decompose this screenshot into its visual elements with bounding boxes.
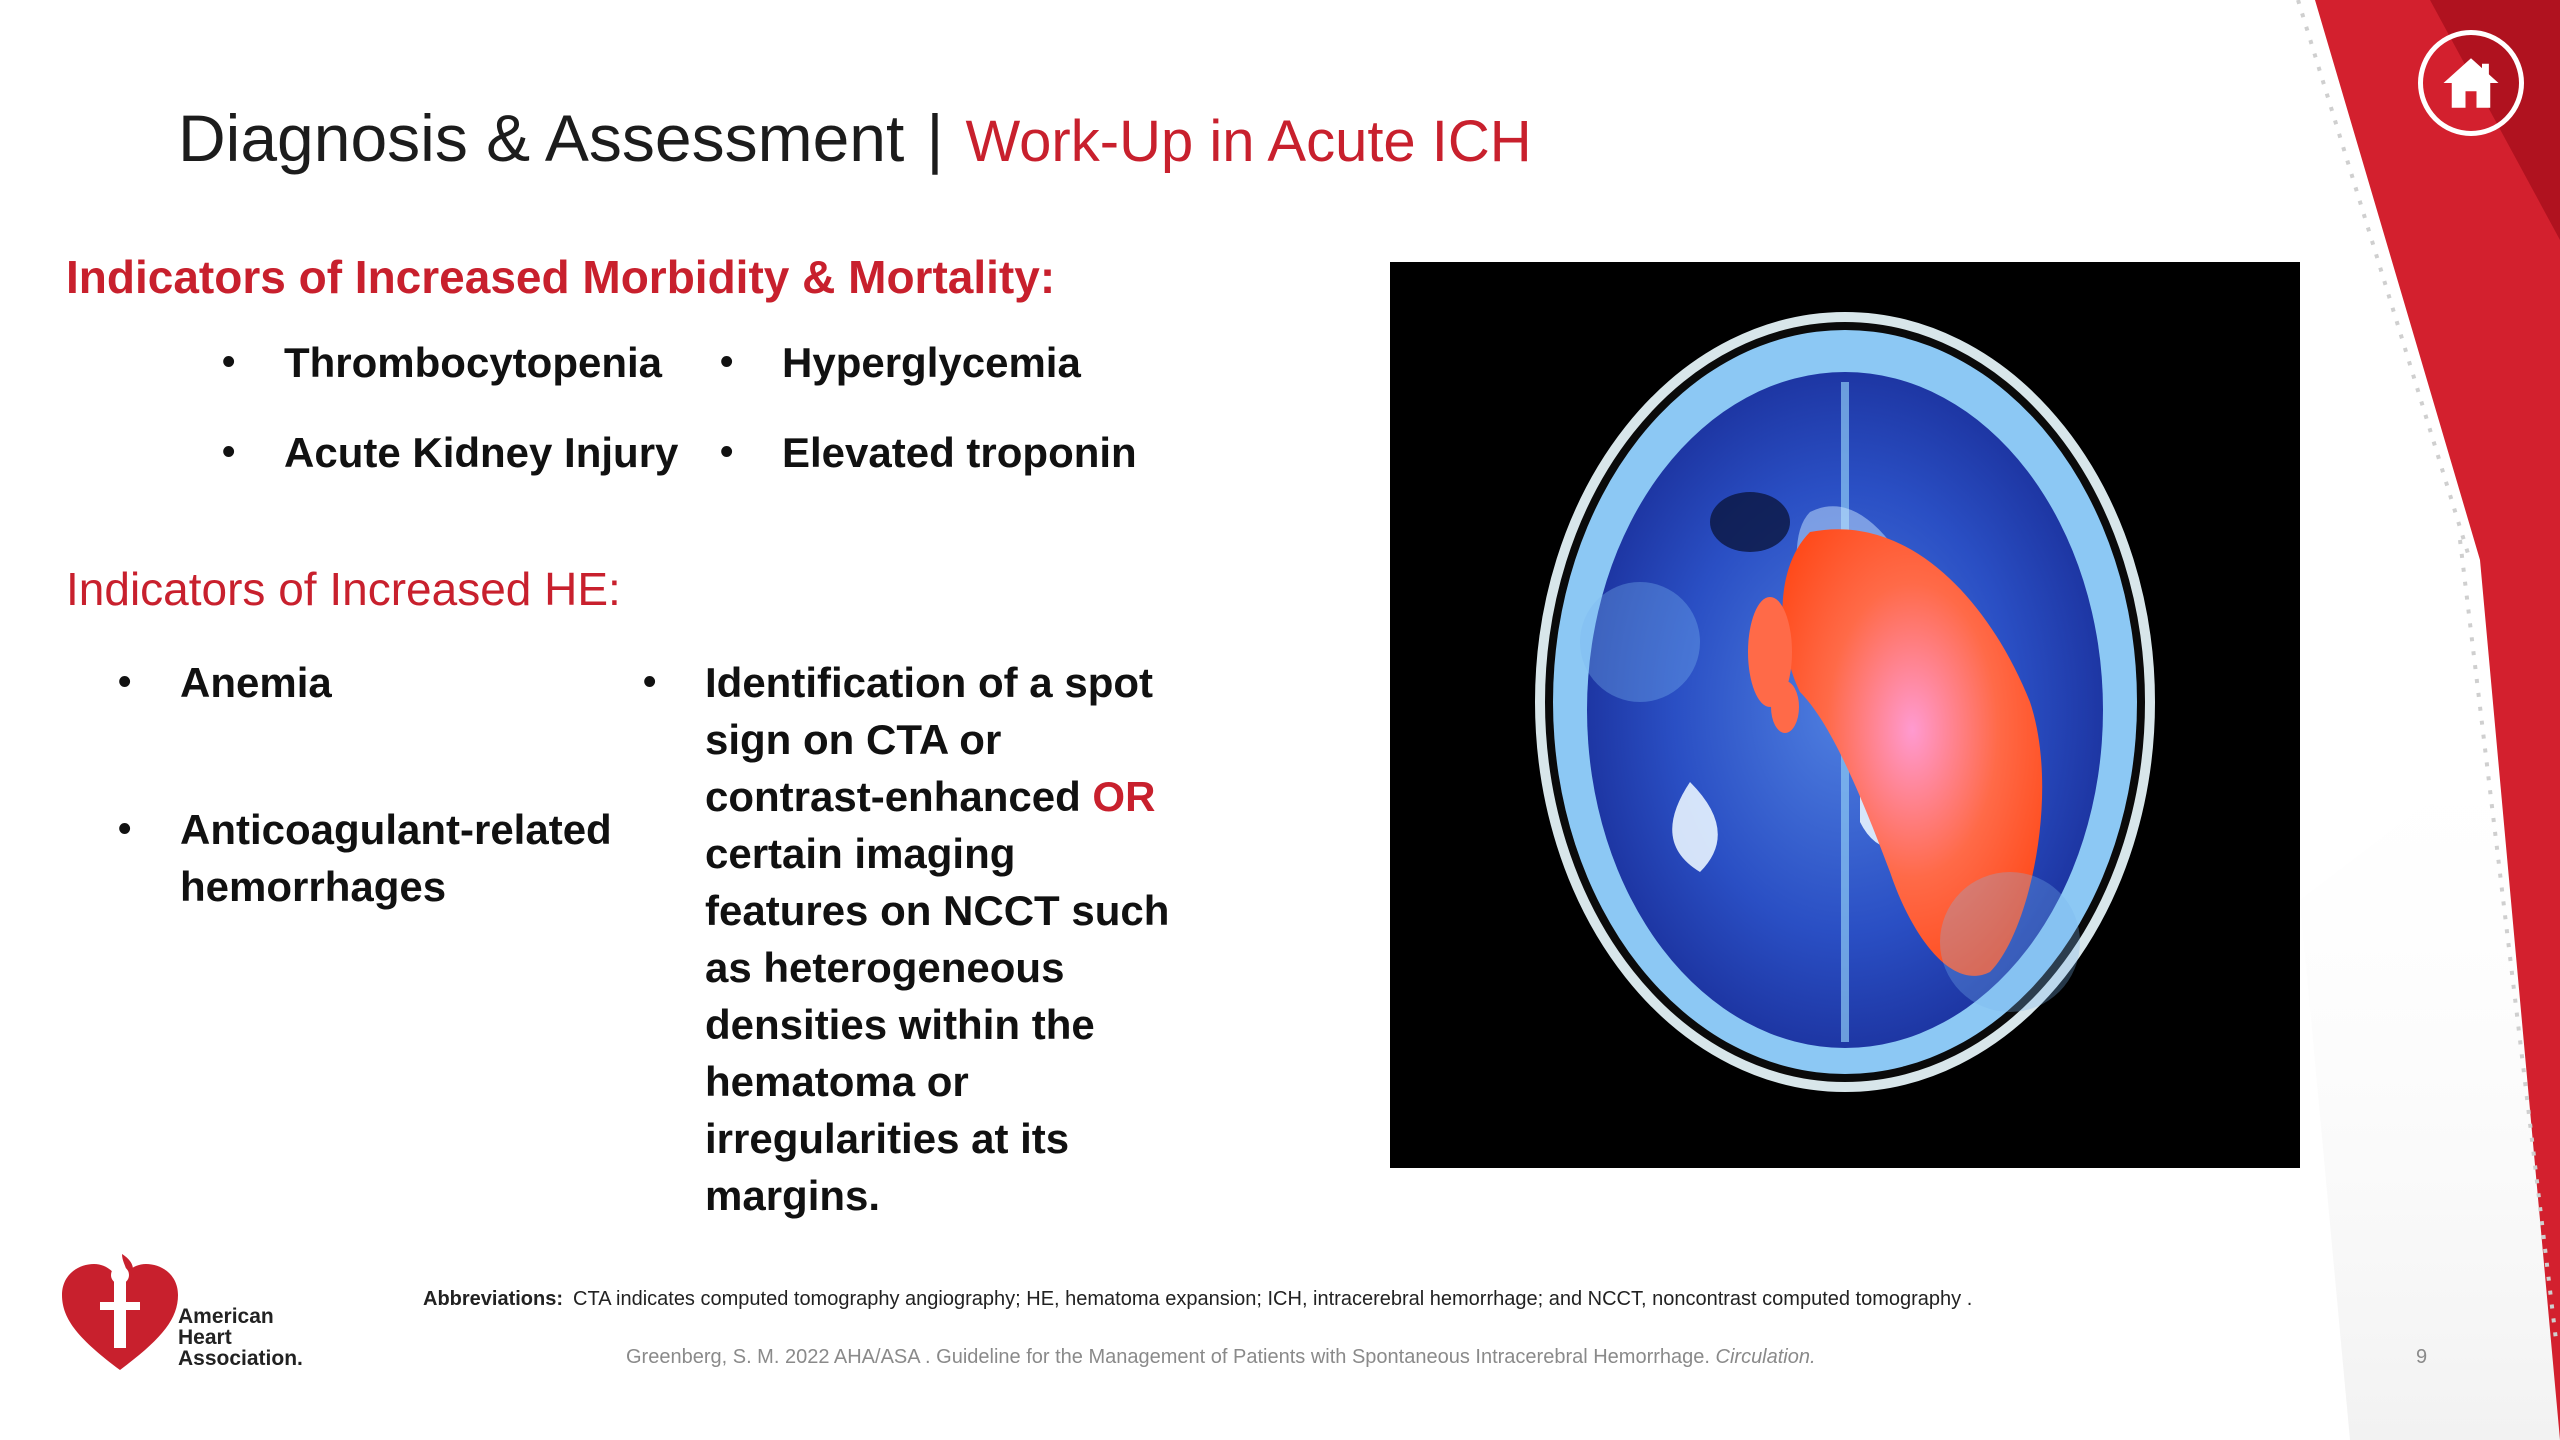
list-item	[118, 801, 650, 915]
bullet-icon: •	[118, 808, 132, 850]
logo-line3: Association.	[178, 1347, 303, 1370]
home-button[interactable]	[2418, 30, 2524, 136]
bullet-icon: •	[643, 661, 657, 703]
spot-sign-text-a: Identification of a spot sign on CTA or contrast-enhanced	[705, 659, 1153, 820]
spot-sign-text-b: certain imaging features on NCCT such as heterogeneous densities within the hematoma or irregularities at its margins.	[705, 830, 1170, 1219]
bullet-icon: •	[118, 661, 132, 703]
list-item	[222, 334, 663, 391]
list-item-label: Elevated troponin	[782, 429, 1137, 476]
bullet-icon: •	[720, 341, 734, 383]
list-item	[643, 654, 1175, 1224]
page-number: 9	[2416, 1346, 2428, 1368]
list-item-label: Acute Kidney Injury	[284, 429, 679, 476]
list-item	[118, 654, 332, 711]
logo-line2: Heart	[178, 1326, 232, 1349]
citation	[626, 1346, 1816, 1369]
ct-brain-image	[1390, 262, 2300, 1168]
title-subtitle: Work-Up in Acute ICH	[965, 109, 1532, 174]
citation-text: Greenberg, S. M. 2022 AHA/ASA . Guideline for the Management of Patients with Spontaneous Intracerebral Hemorrhage.	[626, 1346, 1710, 1368]
abbreviations-text: CTA indicates computed tomography angiography; HE, hematoma expansion; ICH, intracerebral hemorrhage; and NCCT, noncontrast computed tomography .	[573, 1288, 1973, 1310]
list-item-label: Thrombocytopenia	[284, 339, 663, 386]
title-separator: |	[926, 101, 944, 175]
list-item-label: Anemia	[180, 659, 332, 706]
abbreviations-label: Abbreviations:	[423, 1288, 564, 1310]
home-icon	[2438, 50, 2504, 116]
bullet-icon: •	[222, 341, 236, 383]
bullet-icon: •	[720, 431, 734, 473]
slide-title	[178, 100, 1532, 190]
ct-scan-illustration	[1390, 262, 2300, 1168]
list-item	[720, 334, 1081, 391]
or-highlight: OR	[1092, 773, 1156, 820]
bullet-icon: •	[222, 431, 236, 473]
list-item-label: Anticoagulant-related hemorrhages	[180, 806, 612, 910]
he-heading: Indicators of Increased HE:	[66, 563, 621, 615]
abbreviations-footnote	[423, 1288, 1972, 1311]
list-item	[720, 424, 1137, 481]
logo-line1: American	[178, 1305, 274, 1328]
list-item-label: Hyperglycemia	[782, 339, 1081, 386]
aha-logo-icon	[60, 1250, 180, 1380]
title-main: Diagnosis & Assessment	[178, 101, 905, 175]
morbidity-heading: Indicators of Increased Morbidity & Mortality:	[66, 251, 1056, 303]
citation-journal: Circulation.	[1715, 1346, 1816, 1368]
aha-logo-text	[178, 1306, 303, 1369]
list-item	[222, 424, 679, 481]
